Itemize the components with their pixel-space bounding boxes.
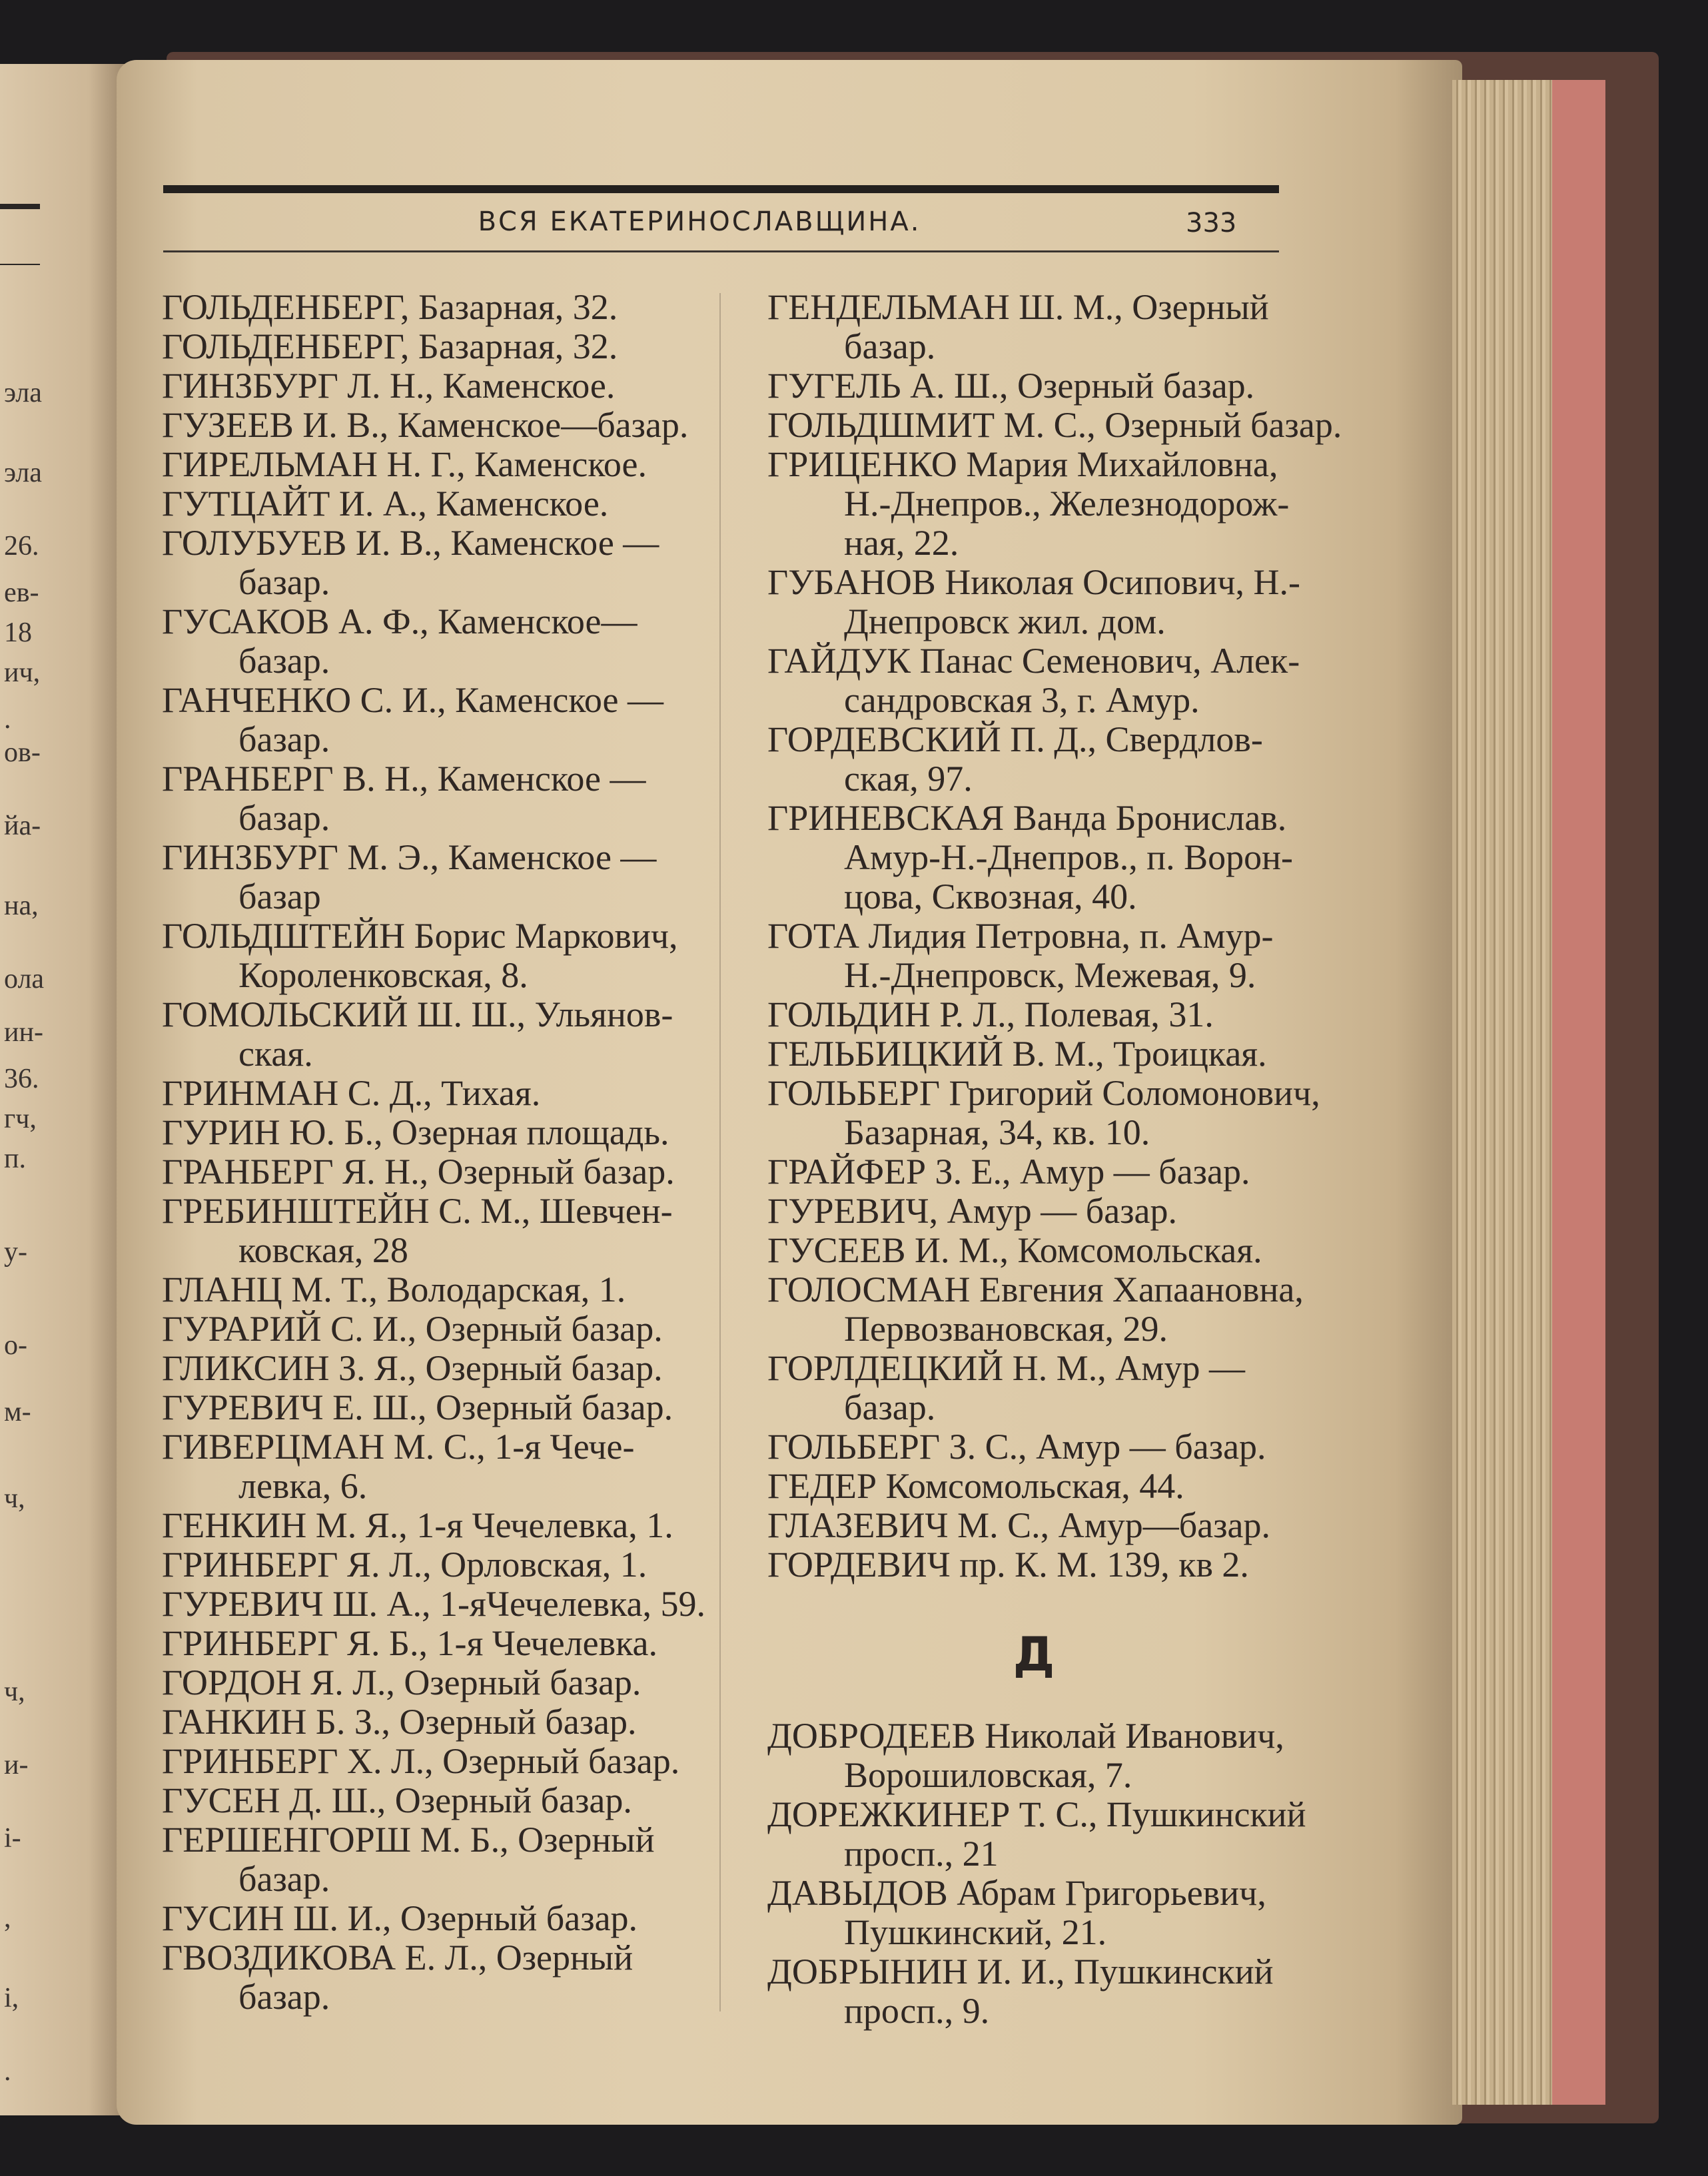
entry-continuation-line: Ворошиловская, 7. xyxy=(844,1755,1132,1795)
entry-continuation-line: базар. xyxy=(238,798,330,838)
directory-entry xyxy=(162,1113,735,1152)
directory-entry xyxy=(162,1624,735,1663)
directory-entry xyxy=(767,366,1340,406)
left-page-fragment xyxy=(0,64,127,2115)
entry-name-line: ГОЛОСМАН Евгения Хапаановна, xyxy=(767,1269,1304,1309)
left-page-text-fragment: ич, xyxy=(4,657,41,688)
directory-entry xyxy=(767,1152,1340,1192)
entry-name-line: ГОМОЛЬСКИЙ Ш. Ш., Ульянов- xyxy=(162,994,673,1034)
entry-continuation-line: Н.-Днепровск, Межевая, 9. xyxy=(844,955,1256,995)
entry-name-line: ГОЛЬБЕРГ Григорий Соломонович, xyxy=(767,1073,1320,1113)
entry-continuation-line: сандровская 3, г. Амур. xyxy=(844,680,1200,720)
entry-name-line: ГУРИН Ю. Б., Озерная площадь. xyxy=(162,1112,669,1152)
entry-continuation-line: ковская, 28 xyxy=(238,1230,408,1270)
directory-entry xyxy=(767,641,1340,720)
entry-name-line: ДОБРЫНИН И. И., Пушкинский xyxy=(767,1952,1274,1992)
directory-entry xyxy=(767,720,1340,799)
column-divider xyxy=(719,293,721,2011)
directory-entry xyxy=(162,1585,735,1624)
entry-name-line: ГРАНБЕРГ В. Н., Каменское — xyxy=(162,759,646,799)
left-page-text-fragment: эла xyxy=(4,378,42,408)
directory-entry xyxy=(767,406,1340,445)
entry-continuation-line: базар. xyxy=(844,326,936,366)
entry-continuation-line: Днепровск жил. дом. xyxy=(844,601,1166,641)
left-page-text-fragment: . xyxy=(4,704,11,735)
directory-entry xyxy=(767,1506,1340,1545)
entry-name-line: ГУСЕН Д. Ш., Озерный базар. xyxy=(162,1780,632,1820)
left-page-text-fragment: гч, xyxy=(4,1104,37,1134)
directory-entry xyxy=(162,838,735,916)
directory-entry xyxy=(162,1388,735,1427)
entry-name-line: ГЛИКСИН З. Я., Озерный базар. xyxy=(162,1348,663,1388)
directory-entry xyxy=(162,288,735,327)
entry-name-line: ГВОЗДИКОВА Е. Л., Озерный xyxy=(162,1938,634,1978)
directory-entry xyxy=(767,1192,1340,1231)
entry-name-line: ГОЛУБУЕВ И. В., Каменское — xyxy=(162,523,659,563)
directory-entry xyxy=(162,1663,735,1702)
entry-name-line: ГЛАЗЕВИЧ М. С., Амур—базар. xyxy=(767,1505,1271,1545)
left-page-text-fragment: , xyxy=(4,1903,11,1934)
section-letter-d: Д xyxy=(1013,1627,1055,1682)
left-page-text-fragment: 18 xyxy=(4,617,32,648)
left-page-text-fragment: ч, xyxy=(4,1483,25,1514)
entry-name-line: ГУРЕВИЧ, Амур — базар. xyxy=(767,1191,1177,1231)
left-page-text-fragment: ч, xyxy=(4,1676,25,1707)
directory-entry xyxy=(767,1952,1340,2031)
entry-name-line: ГИВЕРЦМАН М. С., 1-я Чече- xyxy=(162,1427,635,1467)
directory-entry xyxy=(162,1742,735,1781)
directory-entry xyxy=(767,1427,1340,1467)
directory-entry xyxy=(162,1309,735,1349)
entry-name-line: ГРИНМАН С. Д., Тихая. xyxy=(162,1073,541,1113)
directory-entry xyxy=(767,1467,1340,1506)
directory-entry xyxy=(767,1545,1340,1585)
directory-entry xyxy=(767,995,1340,1034)
page-number: 333 xyxy=(1186,208,1237,238)
entry-name-line: ГУЗЕЕВ И. В., Каменское—базар. xyxy=(162,405,689,445)
entry-continuation-line: ная, 22. xyxy=(844,523,959,563)
entry-name-line: ГЕЛЬБИЦКИЙ В. М., Троицкая. xyxy=(767,1034,1267,1074)
entry-name-line: ГУСАКОВ А. Ф., Каменское— xyxy=(162,601,638,641)
directory-entry xyxy=(162,1427,735,1506)
entry-name-line: ГУСИН Ш. И., Озерный базар. xyxy=(162,1898,638,1938)
directory-entry xyxy=(162,1899,735,1938)
directory-entry xyxy=(162,1938,735,2017)
entry-name-line: ГАЙДУК Панас Семенович, Алек- xyxy=(767,641,1300,681)
left-page-text-fragment: 36. xyxy=(4,1064,39,1094)
entry-name-line: ГРАНБЕРГ Я. Н., Озерный базар. xyxy=(162,1152,675,1192)
left-page-text-fragment: ев- xyxy=(4,577,39,608)
directory-entry xyxy=(767,1034,1340,1074)
directory-entry xyxy=(162,327,735,366)
entry-continuation-line: базар xyxy=(238,877,321,916)
entry-continuation-line: базар. xyxy=(844,1387,936,1427)
entry-name-line: ГУРЕВИЧ Ш. А., 1-яЧечелевка, 59. xyxy=(162,1584,706,1624)
left-page-text-fragment: п. xyxy=(4,1144,26,1174)
left-page-text-fragment: ин- xyxy=(4,1017,43,1048)
entry-continuation-line: базар. xyxy=(238,641,330,681)
entry-continuation-line: ская, 97. xyxy=(844,759,973,799)
directory-entry xyxy=(162,1545,735,1585)
directory-entry xyxy=(767,1349,1340,1427)
entry-name-line: ГРИНБЕРГ Х. Л., Озерный базар. xyxy=(162,1741,680,1781)
entry-name-line: ГАНКИН Б. З., Озерный базар. xyxy=(162,1702,637,1742)
entry-name-line: ГОЛЬДШТЕЙН Борис Маркович, xyxy=(162,916,678,956)
entry-continuation-line: Амур-Н.-Днепров., п. Ворон- xyxy=(844,837,1294,877)
directory-entry xyxy=(162,995,735,1074)
directory-entry xyxy=(162,1820,735,1899)
directory-entry xyxy=(162,1781,735,1820)
left-page-text-fragment: эла xyxy=(4,458,42,488)
entry-name-line: ГИРЕЛЬМАН Н. Г., Каменское. xyxy=(162,444,647,484)
directory-entry xyxy=(162,1192,735,1270)
entry-name-line: ГАНЧЕНКО С. И., Каменское — xyxy=(162,680,663,720)
entry-name-line: ГУБАНОВ Николая Осипович, Н.- xyxy=(767,562,1300,602)
entry-name-line: ГРИНБЕРГ Я. Л., Орловская, 1. xyxy=(162,1545,647,1585)
left-page-text-fragment: м- xyxy=(4,1397,31,1427)
entry-name-line: ГРИНБЕРГ Я. Б., 1-я Чечелевка. xyxy=(162,1623,657,1663)
directory-entry xyxy=(162,916,735,995)
left-page-text-fragment: и- xyxy=(4,1750,29,1780)
directory-entry xyxy=(162,1349,735,1388)
directory-entry xyxy=(162,524,735,602)
left-page-text-fragment: на, xyxy=(4,891,39,921)
left-page-text-fragment: о- xyxy=(4,1330,27,1361)
entry-name-line: ГОТА Лидия Петровна, п. Амур- xyxy=(767,916,1274,956)
entry-continuation-line: Короленковская, 8. xyxy=(238,955,528,995)
entry-name-line: ГЕРШЕНГОРШ М. Б., Озерный xyxy=(162,1820,655,1860)
directory-entry xyxy=(162,1152,735,1192)
directory-entry xyxy=(767,1074,1340,1152)
entry-continuation-line: базар. xyxy=(238,1859,330,1899)
left-page-text-fragment: і, xyxy=(4,1983,19,2013)
entry-name-line: ГОРДЕВИЧ пр. К. М. 139, кв 2. xyxy=(767,1545,1249,1585)
directory-entry xyxy=(162,484,735,524)
directory-entry xyxy=(767,288,1340,366)
directory-entry xyxy=(767,1795,1340,1874)
entry-name-line: ГОЛЬДЕНБЕРГ, Базарная, 32. xyxy=(162,326,618,366)
entry-continuation-line: Пушкинский, 21. xyxy=(844,1912,1107,1952)
entry-name-line: ГИНЗБУРГ М. Э., Каменское — xyxy=(162,837,657,877)
entry-name-line: ГОРЛДЕЦКИЙ Н. М., Амур — xyxy=(767,1348,1245,1388)
entry-name-line: ГИНЗБУРГ Л. Н., Каменское. xyxy=(162,366,616,406)
entry-continuation-line: базар. xyxy=(238,719,330,759)
entry-continuation-line: просп., 21 xyxy=(844,1834,999,1874)
directory-entry xyxy=(162,1270,735,1309)
entry-name-line: ГРАЙФЕР З. Е., Амур — базар. xyxy=(767,1152,1250,1192)
entry-name-line: ГОЛЬБЕРГ З. С., Амур — базар. xyxy=(767,1427,1266,1467)
directory-entry xyxy=(162,759,735,838)
directory-entry xyxy=(767,916,1340,995)
directory-entry xyxy=(162,366,735,406)
left-page-text-fragment: у- xyxy=(4,1237,27,1268)
entry-continuation-line: Первозвановская, 29. xyxy=(844,1309,1168,1349)
entry-continuation-line: базар. xyxy=(238,562,330,602)
entry-continuation-line: ская. xyxy=(238,1034,313,1074)
header-rule-bottom xyxy=(163,250,1279,252)
entry-name-line: ДОБРОДЕЕВ Николай Иванович, xyxy=(767,1716,1284,1756)
entry-name-line: ГУРЕВИЧ Е. Ш., Озерный базар. xyxy=(162,1387,673,1427)
red-page-edge xyxy=(1552,80,1605,2105)
entry-name-line: ГОЛЬДЕНБЕРГ, Базарная, 32. xyxy=(162,287,618,327)
left-page-text-fragment: йа- xyxy=(4,811,41,841)
right-column xyxy=(767,288,1340,2031)
entry-name-line: ГУГЕЛЬ А. Ш., Озерный базар. xyxy=(767,366,1255,406)
entry-name-line: ГЕНКИН М. Я., 1-я Чечелевка, 1. xyxy=(162,1505,673,1545)
directory-entry xyxy=(162,1702,735,1742)
entry-name-line: ДАВЫДОВ Абрам Григорьевич, xyxy=(767,1873,1266,1913)
entry-name-line: ГУТЦАЙТ И. А., Каменское. xyxy=(162,484,609,524)
directory-entry xyxy=(162,445,735,484)
directory-entry xyxy=(162,681,735,759)
entry-name-line: ГОЛЬДШМИТ М. С., Озерный базар. xyxy=(767,405,1342,445)
directory-entry xyxy=(767,563,1340,641)
entry-continuation-line: левка, 6. xyxy=(238,1466,368,1506)
entry-name-line: ГОЛЬДИН Р. Л., Полевая, 31. xyxy=(767,994,1214,1034)
header-rule-top xyxy=(163,185,1279,193)
left-page-text-fragment: 26. xyxy=(4,531,39,561)
left-page-text-fragment: ола xyxy=(4,964,45,994)
entry-name-line: ГРИЦЕНКО Мария Михайловна, xyxy=(767,444,1278,484)
page-edges xyxy=(1452,80,1559,2105)
entry-name-line: ГОРДЕВСКИЙ П. Д., Свердлов- xyxy=(767,719,1263,759)
left-page-text-fragment: і- xyxy=(4,1823,21,1854)
running-header-title: ВСЯ ЕКАТЕРИНОСЛАВЩИНА. xyxy=(478,206,921,237)
entry-continuation-line: Н.-Днепров., Железнодорож- xyxy=(844,484,1290,524)
directory-entry xyxy=(767,799,1340,916)
directory-entry xyxy=(767,445,1340,563)
entry-name-line: ГЕДЕР Комсомольская, 44. xyxy=(767,1466,1184,1506)
entry-name-line: ДОРЕЖКИНЕР Т. С., Пушкинский xyxy=(767,1794,1306,1834)
directory-entry xyxy=(767,1874,1340,1952)
entry-name-line: ГЛАНЦ М. Т., Володарская, 1. xyxy=(162,1269,626,1309)
directory-entry xyxy=(767,1270,1340,1349)
directory-entry xyxy=(767,1231,1340,1270)
left-page-rule xyxy=(0,264,40,265)
entry-continuation-line: Базарная, 34, кв. 10. xyxy=(844,1112,1150,1152)
left-page-rule xyxy=(0,204,40,209)
entry-name-line: ГРИНЕВСКАЯ Ванда Брониcлав. xyxy=(767,798,1287,838)
directory-entry xyxy=(767,1716,1340,1795)
entry-name-line: ГРЕБИНШТЕЙН С. М., Шевчен- xyxy=(162,1191,673,1231)
entry-continuation-line: цова, Сквозная, 40. xyxy=(844,877,1137,916)
entry-name-line: ГОРДОН Я. Л., Озерный базар. xyxy=(162,1662,641,1702)
entry-name-line: ГЕНДЕЛЬМАН Ш. М., Озерный xyxy=(767,287,1269,327)
left-page-text-fragment: . xyxy=(4,2056,11,2087)
left-page-text-fragment: ов- xyxy=(4,737,41,768)
entry-continuation-line: просп., 9. xyxy=(844,1991,990,2031)
directory-entry xyxy=(162,602,735,681)
directory-entry xyxy=(162,1506,735,1545)
entry-name-line: ГУСЕЕВ И. М., Комсомольская. xyxy=(767,1230,1262,1270)
directory-entry xyxy=(162,1074,735,1113)
entry-name-line: ГУРАРИЙ С. И., Озерный базар. xyxy=(162,1309,663,1349)
left-column xyxy=(162,288,735,2017)
entry-continuation-line: базар. xyxy=(238,1977,330,2017)
directory-entry xyxy=(162,406,735,445)
